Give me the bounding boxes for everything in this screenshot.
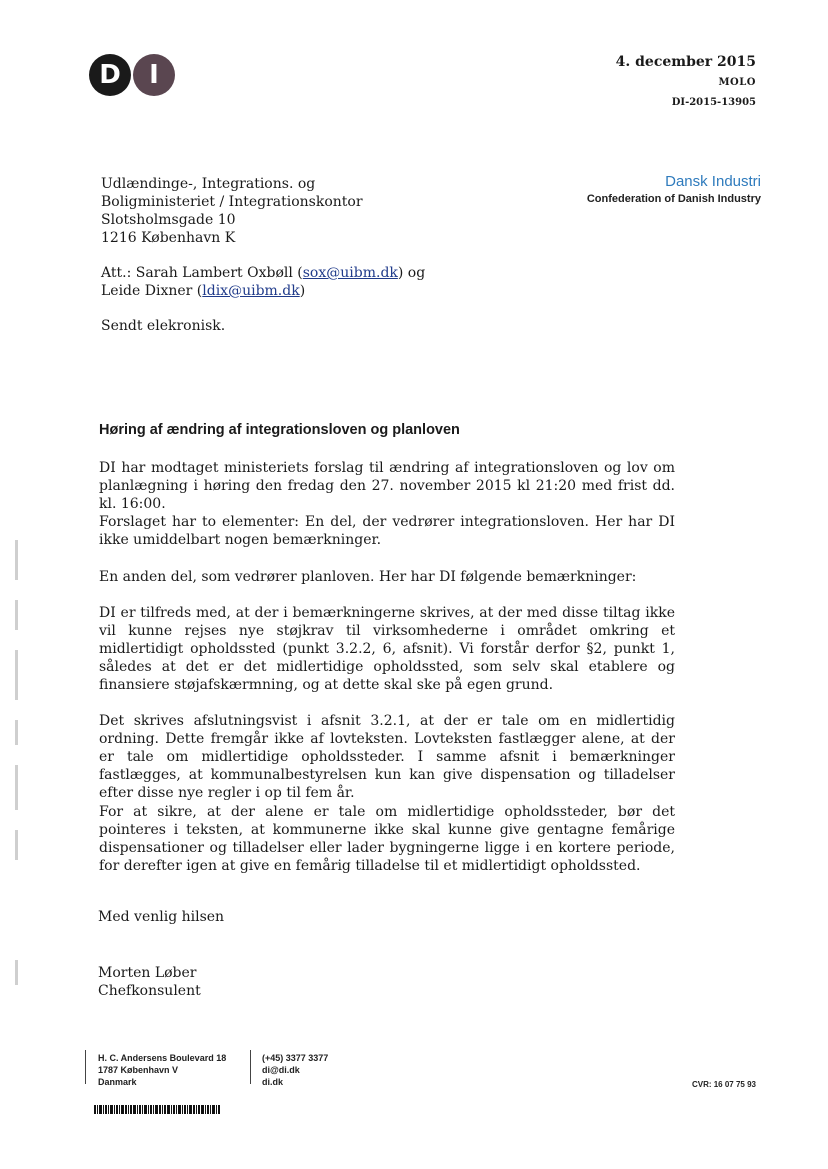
logo-letter-d: D — [89, 54, 131, 96]
closing-phrase: Med venlig hilsen — [98, 909, 225, 925]
footer-line: Danmark — [98, 1077, 137, 1087]
body-paragraph — [99, 513, 675, 549]
footer-contact — [262, 1052, 328, 1088]
brand-subtitle: Confederation of Danish Industry — [586, 193, 761, 205]
di-logo — [89, 54, 175, 96]
attention-prefix: Att.: Sarah Lambert Oxbøll ( — [101, 265, 303, 281]
brand-block — [587, 173, 761, 206]
signer-name: Morten Løber — [98, 965, 197, 981]
scan-margin-marks — [14, 540, 19, 990]
attention-line2-prefix: Leide Dixner ( — [101, 283, 203, 299]
footer-email: di@di.dk — [262, 1065, 300, 1075]
paragraph-text: Det skrives afslutningsvist i afsnit 3.2.1, at der er tale om en midlertidig ordning. Dette fremgår ikke af lovteksten. Lovteksten fastlægger alene, at der er tale om midlertidige opholdssteder. I samme afsnit i bemærkninger fastlægges, at kommunalbestyrelsen kun kan give dispensation og tilladelser efter disse nye regler i op til fem år. — [99, 713, 675, 801]
reference-number: DI-2015-13905 — [671, 97, 756, 108]
email-link-sox[interactable]: sox@uibm.dk — [302, 265, 398, 281]
body-paragraph — [99, 604, 675, 694]
recipient-address — [101, 175, 363, 247]
letter-date: 4. december 2015 — [615, 54, 756, 70]
paragraph-text: DI er tilfreds med, at der i bemærkningerne skrives, at der med disse tiltag ikke vil kunne rejses nye støjkrav til virksomhederne i området omkring et midlertidigt opholdssted (punkt 3.2.2, 6, afsnit). Vi forstår derfor §2, punkt 1, således at det er det midlertidige opholdssted, som selv skal etablere og finansiere støjafskærmning, og at dette skal ske på egen grund. — [99, 605, 675, 693]
footer-divider — [85, 1050, 86, 1084]
attention-block — [101, 264, 425, 300]
sent-note: Sendt elekronisk. — [101, 318, 226, 334]
address-line: Boligministeriet / Integrationskontor — [101, 194, 363, 210]
attention-line-1 — [101, 264, 425, 282]
paragraph-text: For at sikre, at der alene er tale om midlertidige opholdssteder, bør det pointeres i teksten, at kommunerne ikke skal kunne give gentagne femårige dispensationer og tilladelser eller lader bygningerne ligge i en kortere periode, for derefter igen at give en femårig tilladelse til et midlertidigt opholdssted. — [99, 804, 675, 874]
footer-website: di.dk — [262, 1077, 284, 1087]
footer-line: 1787 København V — [98, 1065, 179, 1075]
body-paragraph — [99, 568, 675, 586]
footer-address — [98, 1052, 226, 1088]
body-paragraph — [99, 803, 675, 875]
email-link-ldix[interactable]: ldix@uibm.dk — [202, 283, 300, 299]
footer-line: H. C. Andersens Boulevard 18 — [98, 1053, 227, 1063]
letter-subject: Høring af ændring af integrationsloven og planloven — [99, 422, 460, 438]
attention-line-2 — [101, 282, 425, 300]
address-line: Udlændinge-, Integrations. og — [101, 176, 316, 192]
footer-divider — [250, 1050, 251, 1084]
body-paragraph — [99, 459, 675, 513]
body-paragraph — [99, 712, 675, 802]
address-line: Slotsholmsgade 10 — [101, 212, 236, 228]
footer-phone: (+45) 3377 3377 — [262, 1053, 329, 1063]
document-type: MOLO — [718, 77, 756, 88]
attention-line2-suffix: ) — [299, 283, 306, 299]
logo-letter-i: I — [133, 54, 175, 96]
paragraph-text: En anden del, som vedrører planloven. Her har DI følgende bemærkninger: — [99, 569, 637, 585]
barcode — [94, 1105, 220, 1114]
address-line: 1216 København K — [101, 230, 236, 246]
signer-title: Chefkonsulent — [98, 983, 201, 999]
attention-middle: ) og — [397, 265, 426, 281]
signature-block — [98, 964, 201, 1000]
paragraph-text: Forslaget har to elementer: En del, der vedrører integrationsloven. Her har DI ikke umiddelbart nogen bemærkninger. — [99, 514, 675, 548]
cvr-number: CVR: 16 07 75 93 — [691, 1080, 756, 1089]
brand-name: Dansk Industri — [665, 173, 761, 190]
paragraph-text: DI har modtaget ministeriets forslag til ændring af integrationsloven og lov om planlægning i høring den fredag den 27. november 2015 kl 21:20 med frist dd. kl. 16:00. — [99, 460, 675, 512]
